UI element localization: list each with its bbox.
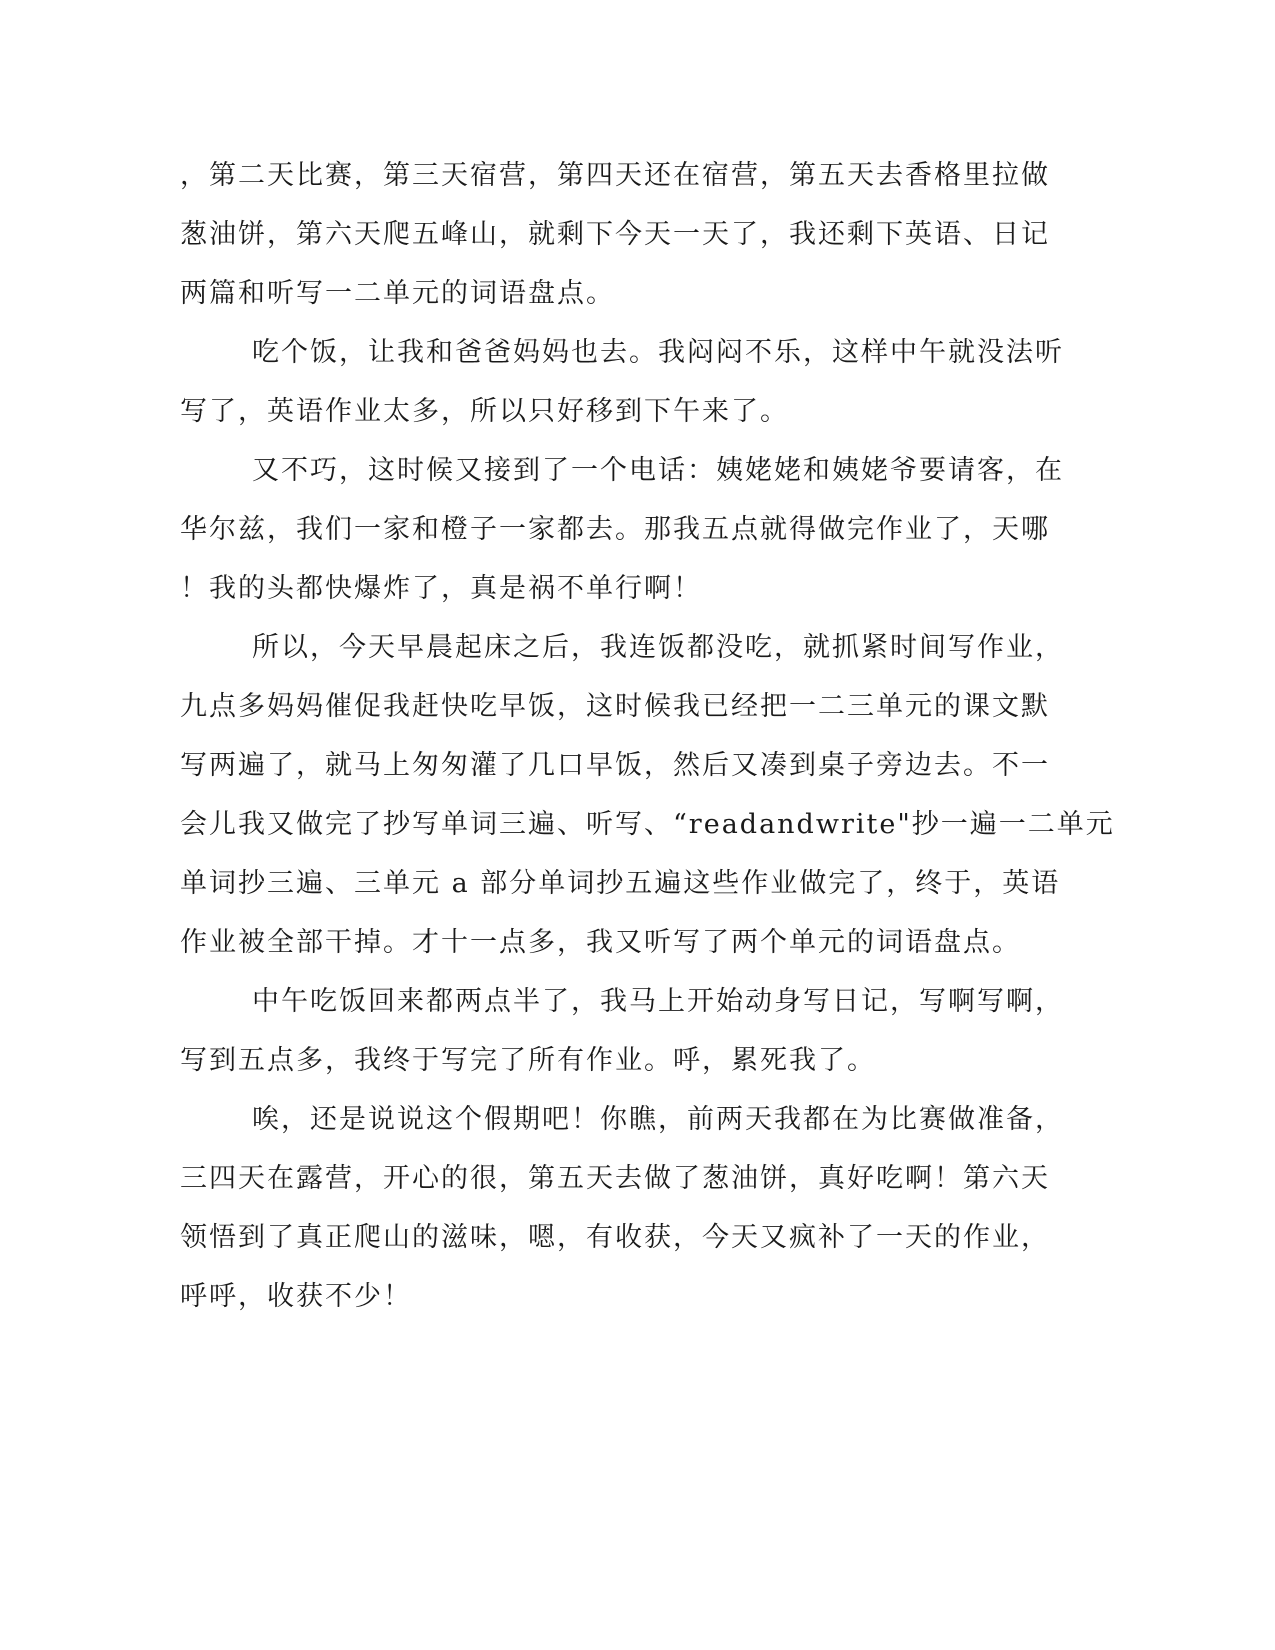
text-line: 三四天在露营，开心的很，第五天去做了葱油饼，真好吃啊！第六天 [180,1163,1050,1194]
document-page [180,146,1115,1326]
text-line: 唉，还是说说这个假期吧！你瞧，前两天我都在为比赛做准备， [252,1104,1064,1135]
text-line: 两篇和听写一二单元的词语盘点。 [180,278,615,309]
text-line: 写到五点多，我终于写完了所有作业。呼，累死我了。 [180,1045,876,1076]
paragraph [180,146,1050,323]
text-line: 中午吃饭回来都两点半了，我马上开始动身写日记，写啊写啊， [252,986,1064,1017]
text-line: ，第二天比赛，第三天宿营，第四天还在宿营，第五天去香格里拉做 [180,160,1050,191]
text-line: 写了，英语作业太多，所以只好移到下午来了。 [180,396,789,427]
text-line: 会儿我又做完了抄写单词三遍、听写、“readandwrite"抄一遍一二单元 [180,809,1115,840]
text-line: 呼呼，收获不少！ [180,1281,412,1312]
text-line: ！我的头都快爆炸了，真是祸不单行啊！ [180,573,702,604]
text-line: 写两遍了，就马上匆匆灌了几口早饭，然后又凑到桌子旁边去。不一 [180,750,1050,781]
paragraph [180,441,1064,618]
text-line: 所以，今天早晨起床之后，我连饭都没吃，就抓紧时间写作业， [252,632,1064,663]
text-line: 又不巧，这时候又接到了一个电话：姨姥姥和姨姥爷要请客，在 [252,455,1064,486]
text-line: 作业被全部干掉。才十一点多，我又听写了两个单元的词语盘点。 [180,927,1021,958]
text-line: 领悟到了真正爬山的滋味，嗯，有收获，今天又疯补了一天的作业， [180,1222,1050,1253]
paragraph [180,323,1064,441]
paragraph [180,972,1064,1090]
text-line: 吃个饭，让我和爸爸妈妈也去。我闷闷不乐，这样中午就没法听 [252,337,1064,368]
text-line: 九点多妈妈催促我赶快吃早饭，这时候我已经把一二三单元的课文默 [180,691,1050,722]
text-line: 葱油饼，第六天爬五峰山，就剩下今天一天了，我还剩下英语、日记 [180,219,1050,250]
paragraph [180,618,1115,972]
text-line: 单词抄三遍、三单元 a 部分单词抄五遍这些作业做完了，终于，英语 [180,868,1061,899]
text-line: 华尔兹，我们一家和橙子一家都去。那我五点就得做完作业了，天哪 [180,514,1050,545]
paragraph [180,1090,1064,1326]
